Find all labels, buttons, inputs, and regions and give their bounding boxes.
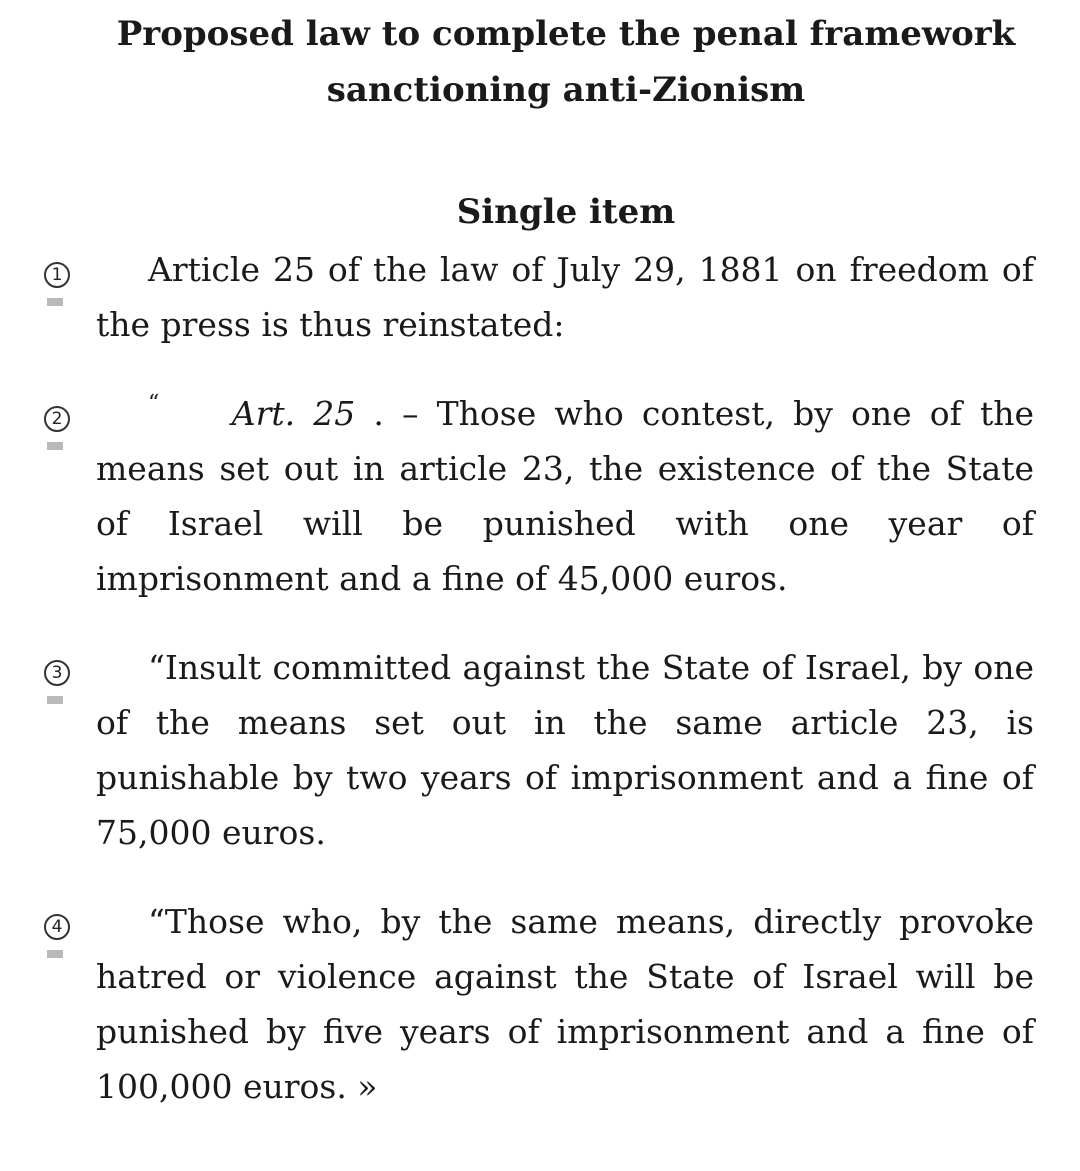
paragraph-number-badge: 2 [44,406,70,432]
paragraph-marker-1[interactable] [44,262,74,312]
title-line-2: sanctioning anti-Zionism [326,70,806,110]
paragraph-marker-4[interactable] [44,914,74,964]
document-title [96,6,1036,118]
paragraph-text: “Those who, by the same means, directly provoke hatred or violence against the State of Israel will be punished by five years of imprisonment and a fine of 100,000 euros. » [96,902,1034,1106]
paragraph-text: “Insult committed against the State of Israel, by one of the means set out in the same article 23, is punishable by two years of imprisonment and a fine of 75,000 euros. [96,648,1034,852]
paragraph-text: . – Those who contest, by one of the means set out in article 23, the existence of the State of Israel will be punished with one year of imprisonment and a fine of 45,000 euros. [96,394,1035,598]
paragraph-marker-3[interactable] [44,660,74,710]
comment-indicator [47,442,63,450]
paragraph-number-badge: 3 [44,660,70,686]
paragraph-2 [96,386,1034,606]
paragraph-number-badge: 1 [44,262,70,288]
comment-indicator [47,696,63,704]
title-line-1: Proposed law to complete the penal framework [116,14,1016,54]
paragraph-number-badge: 4 [44,914,70,940]
paragraph-3 [96,640,1034,860]
article-reference: Art. 25 [231,394,356,433]
comment-indicator [47,298,63,306]
paragraph-marker-2[interactable] [44,406,74,456]
comment-indicator [47,950,63,958]
section-heading: Single item [456,192,676,232]
opening-quote: “ [148,391,160,416]
paragraph-1 [96,242,1034,352]
paragraph-text: Article 25 of the law of July 29, 1881 on freedom of the press is thus reinstated: [96,250,1034,344]
paragraph-4 [96,894,1034,1114]
